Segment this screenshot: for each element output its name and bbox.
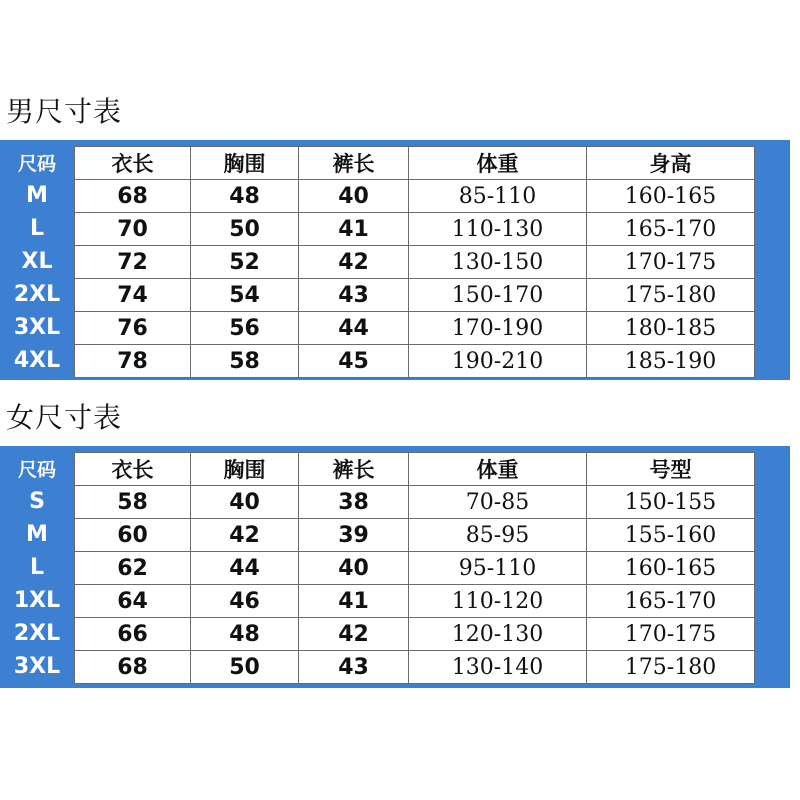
cell-chest: 48 [191, 618, 299, 651]
cell-length: 78 [75, 345, 191, 378]
column-header: 胸围 [191, 453, 299, 486]
cell-height: 150-155 [587, 486, 755, 519]
cell-weight: 85-95 [409, 519, 587, 552]
men-size-chart-title: 男尺寸表 [6, 95, 123, 128]
size-label: M [26, 522, 48, 547]
size-label: L [29, 216, 45, 241]
cell-weight: 130-150 [409, 246, 587, 279]
table-row [75, 213, 755, 246]
cell-pants: 42 [299, 618, 409, 651]
cell-pants: 41 [299, 585, 409, 618]
cell-chest: 52 [191, 246, 299, 279]
cell-pants: 40 [299, 552, 409, 585]
cell-length: 68 [75, 180, 191, 213]
cell-length: 76 [75, 312, 191, 345]
column-header: 衣长 [75, 453, 191, 486]
column-header: 裤长 [299, 147, 409, 180]
cell-height: 170-175 [587, 618, 755, 651]
cell-weight: 150-170 [409, 279, 587, 312]
cell-pants: 38 [299, 486, 409, 519]
column-header: 裤长 [299, 453, 409, 486]
header-row [75, 453, 755, 486]
size-label: 2XL [13, 282, 61, 307]
cell-weight: 130-140 [409, 651, 587, 684]
cell-height: 185-190 [587, 345, 755, 378]
cell-weight: 120-130 [409, 618, 587, 651]
size-label: 1XL [13, 588, 61, 613]
table-row [75, 312, 755, 345]
cell-height: 170-175 [587, 246, 755, 279]
size-column [4, 452, 70, 683]
cell-chest: 48 [191, 180, 299, 213]
column-header: 体重 [409, 453, 587, 486]
column-header: 胸围 [191, 147, 299, 180]
cell-pants: 45 [299, 345, 409, 378]
size-column [4, 146, 70, 377]
column-header: 号型 [587, 453, 755, 486]
cell-pants: 43 [299, 651, 409, 684]
cell-length: 58 [75, 486, 191, 519]
cell-weight: 70-85 [409, 486, 587, 519]
table-row [75, 651, 755, 684]
table-row [75, 585, 755, 618]
cell-chest: 56 [191, 312, 299, 345]
table-row [75, 345, 755, 378]
cell-chest: 54 [191, 279, 299, 312]
header-row [75, 147, 755, 180]
cell-pants: 43 [299, 279, 409, 312]
size-label: 3XL [13, 315, 61, 340]
cell-length: 64 [75, 585, 191, 618]
cell-weight: 110-120 [409, 585, 587, 618]
cell-weight: 110-130 [409, 213, 587, 246]
men-size-chart [0, 140, 790, 380]
cell-height: 175-180 [587, 279, 755, 312]
size-label: S [29, 489, 45, 514]
cell-chest: 50 [191, 651, 299, 684]
cell-height: 180-185 [587, 312, 755, 345]
cell-chest: 50 [191, 213, 299, 246]
size-label: 4XL [13, 348, 61, 373]
cell-pants: 44 [299, 312, 409, 345]
cell-pants: 40 [299, 180, 409, 213]
table-row [75, 519, 755, 552]
column-header: 身高 [587, 147, 755, 180]
table-row [75, 180, 755, 213]
table-row [75, 618, 755, 651]
cell-pants: 41 [299, 213, 409, 246]
cell-length: 74 [75, 279, 191, 312]
table-row [75, 552, 755, 585]
cell-chest: 40 [191, 486, 299, 519]
cell-pants: 39 [299, 519, 409, 552]
measurements-table [74, 452, 755, 684]
size-label: M [26, 183, 48, 208]
cell-height: 160-165 [587, 180, 755, 213]
cell-length: 72 [75, 246, 191, 279]
cell-chest: 44 [191, 552, 299, 585]
table-row [75, 486, 755, 519]
cell-height: 165-170 [587, 585, 755, 618]
cell-weight: 170-190 [409, 312, 587, 345]
cell-weight: 190-210 [409, 345, 587, 378]
size-label: L [29, 555, 45, 580]
cell-pants: 42 [299, 246, 409, 279]
column-header: 衣长 [75, 147, 191, 180]
cell-height: 175-180 [587, 651, 755, 684]
size-label: 3XL [13, 654, 61, 679]
cell-height: 155-160 [587, 519, 755, 552]
size-label: XL [21, 249, 53, 274]
cell-height: 160-165 [587, 552, 755, 585]
cell-weight: 95-110 [409, 552, 587, 585]
cell-weight: 85-110 [409, 180, 587, 213]
women-size-chart-title: 女尺寸表 [6, 401, 123, 434]
cell-length: 70 [75, 213, 191, 246]
cell-length: 66 [75, 618, 191, 651]
cell-length: 60 [75, 519, 191, 552]
column-header: 体重 [409, 147, 587, 180]
cell-length: 68 [75, 651, 191, 684]
women-size-chart [0, 446, 790, 688]
cell-height: 165-170 [587, 213, 755, 246]
size-label: 2XL [13, 621, 61, 646]
size-column-header: 尺码 [17, 459, 56, 481]
cell-chest: 58 [191, 345, 299, 378]
measurements-table [74, 146, 755, 378]
size-column-header: 尺码 [17, 153, 56, 175]
cell-chest: 42 [191, 519, 299, 552]
cell-length: 62 [75, 552, 191, 585]
table-row [75, 279, 755, 312]
table-row [75, 246, 755, 279]
cell-chest: 46 [191, 585, 299, 618]
